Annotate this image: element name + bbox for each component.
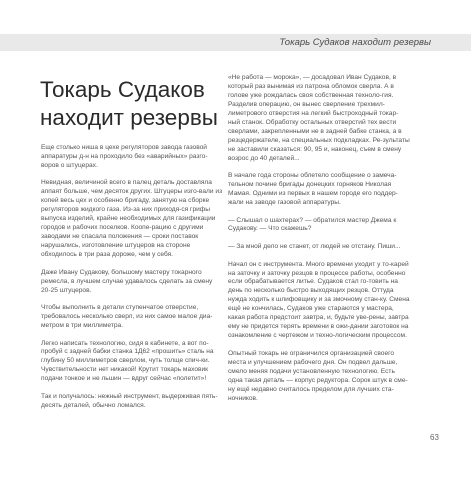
running-header-title: Токарь Судаков находит резервы xyxy=(279,37,431,48)
body-paragraph: Чтобы выполнить в детали ступенчатое отверстие, требовалось несколько сверл, из них самое малое диа-метром в три миллиметра. xyxy=(41,304,213,329)
body-paragraph: Опытный токарь не ограничился организацией своего места и улучшением рабочего дня. Он подвел дальше, смело меняя подачи установленную технологию. Есть одна такая деталь — корпус редуктора. Сорок штук в сме-ну ещё недавно считалось пределом для лучших ста-ночников. xyxy=(228,349,408,402)
article-title: Токарь Судаков находит резервы xyxy=(40,77,218,130)
body-paragraph: Даже Ивану Судакову, большому мастеру токарного ремесла, в лучшем случае удавалось сделать за смену 20-25 штуцеров. xyxy=(41,268,213,294)
left-text-column xyxy=(41,0,223,419)
body-paragraph: В начале года стороны облетело сообщение о замеча-тельном почине бригады донецких горняков Николая Мамая. Одними из первых в нашем городе его поддер-жали на заводе газовой аппаратуры. xyxy=(228,172,398,206)
body-paragraph: «Не работа — морока», — досадовал Иван Судаков, в который раз вынимая из патрона обломок сверла. А в голове уже рождалась своя собственная техноло-гия. Разделив операцию, он вынес сверление трехмил-лиметрового отверстия на легкий быстроходный токар-ный станок. Обработку остальных отверстий тех вести сверлами, закрепленными не в задней бабке станка, а в резцедержателе, на специальных подкладках. Ре-зультаты не заставили сказаться: 90, 95 и, наконец, съем в смену возрос до 40 деталей... xyxy=(228,74,410,162)
body-paragraph: Так и получалось: нежный инструмент, выдерживая пять-десять деталей, обычно ломался. xyxy=(41,392,218,409)
page-number: 63 xyxy=(430,433,439,442)
body-paragraph: — За мной дело не станет, от людей не отстану. Пиши... xyxy=(228,243,401,251)
body-paragraph: — Слышал о шахтерах? — обратился мастер Джема к Судакову. — Что скажешь? xyxy=(228,216,397,233)
body-paragraph: Легко написать технологию, сидя в кабинете, а вот по-пробуй с задней бабки станка 1Д62 «прошить» сталь на глубину 50 миллиметров сверлом, чуть толще спич-ки. Чувствительности нет никакой! Крутит токарь маховик подачи тонкое и не льшин — вдруг сейчас «полетит»! xyxy=(41,339,214,383)
body-paragraph: Начал он с инструмента. Много времени уходит у то-карей на заточку и заточку резцов в процессе работы, особенно если обрабатывается литье. Судаков стал го-товить на день по несколько быстро выходящих резцов. Оттуда нужда ходить к шлифовщику и за змочному стан-ку. Смена ещё не кончилась, Судаков уже стараются у мастера, какая работа предстоит завтра, и, будьте уве-рены, завтра ему не придется терять времени в ожи-дании заготовок на ознакомление с чертежом и техно-логическим процессом. xyxy=(228,260,410,340)
body-paragraph: Невидная, величиной всего в палец деталь доставляла аппаят больше, чем десяток других. Штуцеры изго-вали из копей весь цех и особенно бригаду, занятую на сборке регуляторов жидкого газа. Из-за них приходя-ся грифы выпуска изделий, крайне необходимых для газификации городов и рабочих поселков. Коопе-рацию с другими заводами не спасала положения — сроки поставок нарушались, изготовление штуцеров на стороне обходилось в три раза дороже, чем у себя. xyxy=(41,179,223,259)
body-paragraph: Еще столько ниша в цехе регуляторов завода газовой аппаратуры д-н на проходило без «аварийных» разго-воров о штуцерах. xyxy=(41,144,208,169)
right-text-column xyxy=(228,0,410,412)
